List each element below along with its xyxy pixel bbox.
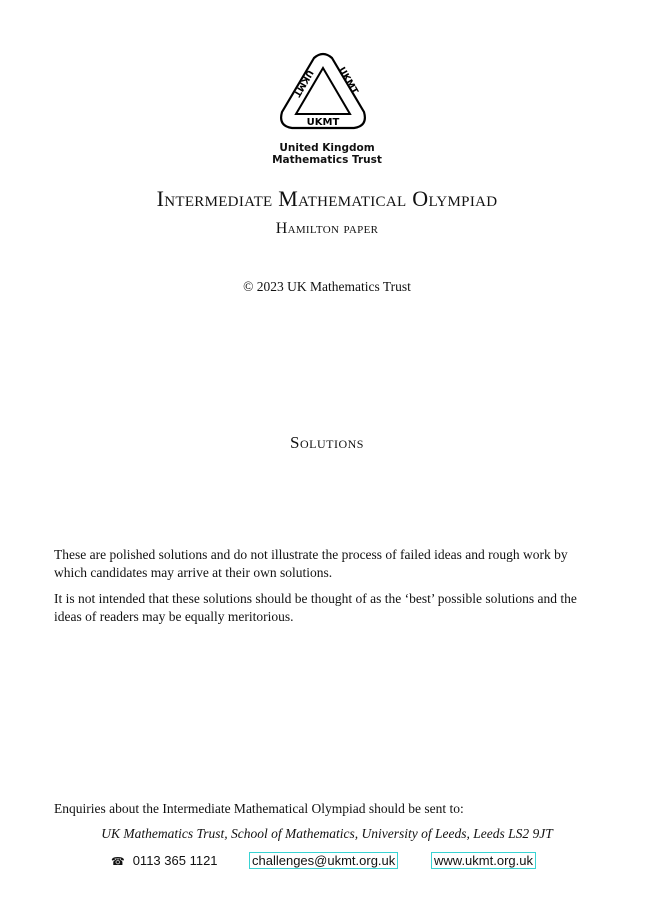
intro-paragraph-1: These are polished solutions and do not illustrate the process of failed ideas and rough work by which candidates may arrive at their own solutions.: [54, 547, 568, 580]
phone-contact: [111, 853, 218, 869]
org-name-line1: United Kingdom: [279, 142, 375, 154]
logo-text-left: UKMT: [291, 67, 315, 99]
website-link[interactable]: www.ukmt.org.uk: [431, 852, 536, 869]
ukmt-logo: [278, 52, 368, 134]
logo-text-right: UKMT: [336, 65, 360, 97]
telephone-icon: ☎: [111, 855, 125, 868]
phone-number: 0113 365 1121: [132, 853, 218, 868]
email-link-wrap: [249, 853, 398, 868]
document-title: Intermediate Mathematical Olympiad: [156, 186, 498, 211]
copyright-notice: © 2023 UK Mathematics Trust: [243, 279, 411, 294]
website-link-wrap: [431, 853, 536, 868]
document-subtitle: Hamilton paper: [275, 220, 379, 237]
org-name-line2: Mathematics Trust: [272, 154, 382, 166]
intro-paragraph-2: It is not intended that these solutions should be thought of as the ‘best’ possible solutions and the ideas of readers may be equally meritorious.: [54, 591, 577, 624]
logo-text-bottom: UKMT: [306, 117, 340, 128]
postal-address: UK Mathematics Trust, School of Mathematics, University of Leeds, Leeds LS2 9JT: [101, 826, 553, 841]
enquiries-text: Enquiries about the Intermediate Mathematical Olympiad should be sent to:: [54, 801, 464, 816]
section-heading: Solutions: [290, 433, 364, 452]
email-link[interactable]: challenges@ukmt.org.uk: [249, 852, 398, 869]
